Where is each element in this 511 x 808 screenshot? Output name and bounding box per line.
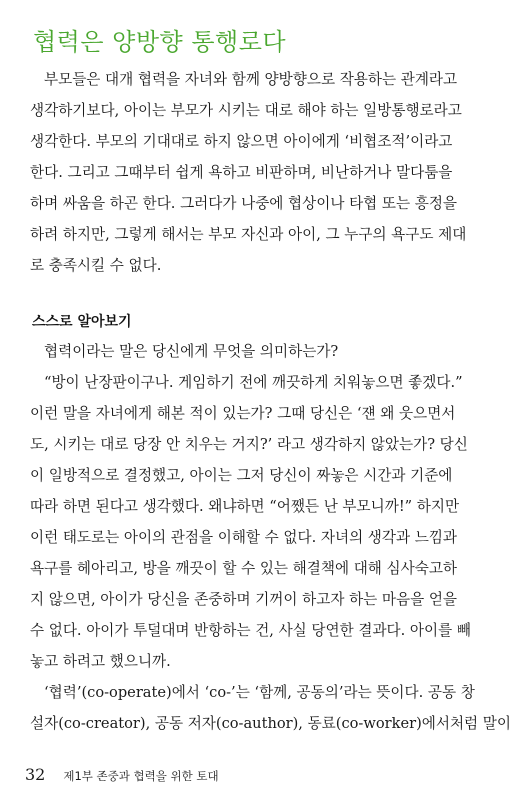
- text-line: 부모들은 대개 협력을 자녀와 함께 양방향으로 작용하는 관계라고: [44, 71, 458, 88]
- text-line: 생각한다. 부모의 기대대로 하지 않으면 아이에게 ‘비협조적’이라고: [30, 133, 453, 150]
- paragraph-2: [30, 336, 511, 739]
- text-line: 하려 하지만, 그렇게 해서는 부모 자신과 아이, 그 누구의 욕구도 제대: [30, 226, 467, 243]
- text-line: 놓고 하려고 했으니까.: [30, 653, 171, 670]
- text-line: 설자(co-creator), 공동 저자(co-author), 동료(co-worker)에서처럼 말이: [30, 715, 511, 732]
- paragraph-1: [30, 64, 467, 281]
- text-line: 이 일방적으로 결정했고, 아이는 그저 당신이 짜놓은 시간과 기준에: [30, 467, 453, 484]
- page-title: 협력은 양방향 통행로다: [33, 28, 287, 56]
- text-line: 협력이라는 말은 당신에게 무엇을 의미하는가?: [44, 343, 339, 360]
- text-line: 수 없다. 아이가 투덜대며 반항하는 건, 사실 당연한 결과다. 아이를 빼: [30, 622, 471, 639]
- text-line: “방이 난장판이구나. 게임하기 전에 깨끗하게 치워놓으면 좋겠다.”: [44, 374, 463, 391]
- text-line: 지 않으면, 아이가 당신을 존중하며 기꺼이 하고자 하는 마음을 얻을: [30, 591, 458, 608]
- text-line: 하며 싸움을 하곤 한다. 그러다가 나중에 협상이나 타협 또는 흥정을: [30, 195, 458, 212]
- page-footer: [25, 765, 219, 784]
- text-line: 따라 하면 된다고 생각했다. 왜냐하면 “어쨌든 난 부모니까!” 하지만: [30, 498, 460, 515]
- text-line: 이런 말을 자녀에게 해본 적이 있는가? 그때 당신은 ‘쟨 왜 웃으면서: [30, 405, 456, 422]
- text-line: ‘협력’(co-operate)에서 ‘co-’는 ‘함께, 공동의’라는 뜻이다. 공동 창: [44, 684, 475, 701]
- text-line: 로 충족시킬 수 없다.: [30, 257, 162, 274]
- section-heading: 스스로 알아보기: [32, 314, 132, 330]
- text-line: 이런 태도로는 아이의 관점을 이해할 수 없다. 자녀의 생각과 느낌과: [30, 529, 458, 546]
- text-line: 한다. 그리고 그때부터 쉽게 욕하고 비판하며, 비난하거나 말다툼을: [30, 164, 453, 181]
- text-line: 도, 시키는 대로 당장 안 치우는 거지?’ 라고 생각하지 않았는가? 당신: [30, 436, 468, 453]
- running-head: 제1부 존중과 협력을 위한 토대: [63, 769, 219, 783]
- text-line: 욕구를 헤아리고, 방을 깨끗이 할 수 있는 해결책에 대해 심사숙고하: [30, 560, 458, 577]
- page-number: 32: [25, 765, 46, 784]
- text-line: 생각하기보다, 아이는 부모가 시키는 대로 해야 하는 일방통행로라고: [30, 102, 462, 119]
